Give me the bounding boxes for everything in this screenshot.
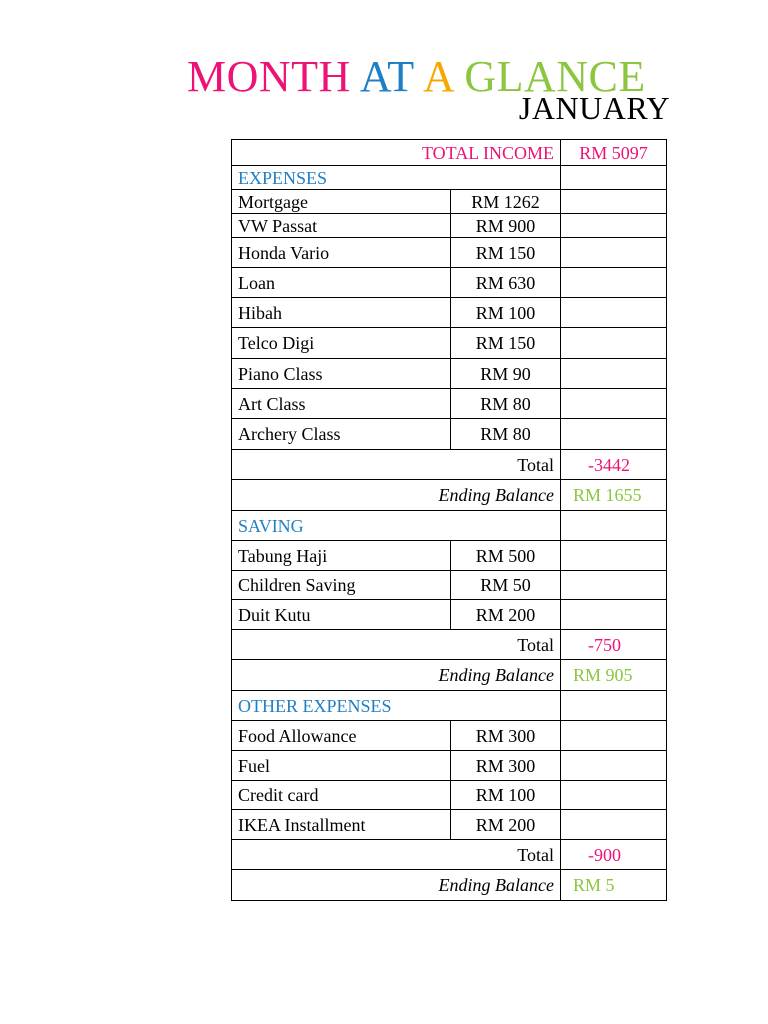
- empty-cell: [561, 571, 667, 600]
- total-value: -3442: [561, 450, 667, 480]
- total-value: -750: [561, 630, 667, 660]
- empty-cell: [561, 268, 667, 298]
- item-name: Art Class: [232, 389, 451, 419]
- table-row: [232, 190, 667, 214]
- empty-cell: [561, 238, 667, 268]
- empty-cell: [561, 691, 667, 721]
- section-title: OTHER EXPENSES: [232, 691, 561, 721]
- empty-cell: [561, 389, 667, 419]
- empty-cell: [561, 810, 667, 840]
- ending-balance-row: [232, 870, 667, 901]
- empty-cell: [561, 721, 667, 751]
- item-amount: RM 100: [451, 781, 561, 810]
- item-name: Tabung Haji: [232, 541, 451, 571]
- total-row: [232, 450, 667, 480]
- section-header-row: [232, 511, 667, 541]
- empty-cell: [561, 781, 667, 810]
- total-value: -900: [561, 840, 667, 870]
- item-name: IKEA Installment: [232, 810, 451, 840]
- empty-cell: [561, 190, 667, 214]
- item-name: Food Allowance: [232, 721, 451, 751]
- total-label: Total: [232, 630, 561, 660]
- item-amount: RM 200: [451, 600, 561, 630]
- table-row: [232, 781, 667, 810]
- item-amount: RM 150: [451, 238, 561, 268]
- table-row: [232, 810, 667, 840]
- ending-balance-value: RM 905: [561, 660, 667, 691]
- section-header-row: [232, 166, 667, 190]
- ending-balance-value: RM 1655: [561, 480, 667, 511]
- empty-cell: [561, 166, 667, 190]
- item-amount: RM 900: [451, 214, 561, 238]
- table-row: [232, 359, 667, 389]
- table-row: [232, 751, 667, 781]
- table-row: [232, 298, 667, 328]
- table-row: [232, 214, 667, 238]
- item-name: Credit card: [232, 781, 451, 810]
- item-name: Children Saving: [232, 571, 451, 600]
- ending-balance-row: [232, 480, 667, 511]
- item-amount: RM 1262: [451, 190, 561, 214]
- section-title: EXPENSES: [232, 166, 561, 190]
- item-amount: RM 300: [451, 721, 561, 751]
- budget-table: [231, 139, 667, 901]
- table-row: [232, 721, 667, 751]
- section-header-row: [232, 691, 667, 721]
- item-amount: RM 150: [451, 328, 561, 359]
- ending-balance-label: Ending Balance: [232, 480, 561, 511]
- table-row: [232, 541, 667, 571]
- title-word-month: MONTH: [187, 52, 351, 101]
- empty-cell: [561, 511, 667, 541]
- total-label: Total: [232, 840, 561, 870]
- table-row: [232, 571, 667, 600]
- item-name: Telco Digi: [232, 328, 451, 359]
- total-label: Total: [232, 450, 561, 480]
- ending-balance-label: Ending Balance: [232, 660, 561, 691]
- empty-cell: [561, 600, 667, 630]
- title-word-a: A: [422, 52, 453, 101]
- item-name: Honda Vario: [232, 238, 451, 268]
- income-row: [232, 140, 667, 166]
- item-amount: RM 80: [451, 389, 561, 419]
- total-row: [232, 840, 667, 870]
- ending-balance-label: Ending Balance: [232, 870, 561, 901]
- income-label: TOTAL INCOME: [232, 140, 561, 166]
- item-name: Archery Class: [232, 419, 451, 450]
- item-name: Piano Class: [232, 359, 451, 389]
- ending-balance-value: RM 5: [561, 870, 667, 901]
- empty-cell: [561, 298, 667, 328]
- item-amount: RM 80: [451, 419, 561, 450]
- table-row: [232, 268, 667, 298]
- empty-cell: [561, 751, 667, 781]
- table-row: [232, 238, 667, 268]
- item-amount: RM 100: [451, 298, 561, 328]
- item-amount: RM 300: [451, 751, 561, 781]
- empty-cell: [561, 214, 667, 238]
- table-row: [232, 328, 667, 359]
- item-name: VW Passat: [232, 214, 451, 238]
- income-value: RM 5097: [561, 140, 667, 166]
- item-name: Fuel: [232, 751, 451, 781]
- table-row: [232, 389, 667, 419]
- table-row: [232, 600, 667, 630]
- item-amount: RM 90: [451, 359, 561, 389]
- item-amount: RM 200: [451, 810, 561, 840]
- item-amount: RM 500: [451, 541, 561, 571]
- empty-cell: [561, 328, 667, 359]
- item-name: Duit Kutu: [232, 600, 451, 630]
- empty-cell: [561, 541, 667, 571]
- item-amount: RM 630: [451, 268, 561, 298]
- item-amount: RM 50: [451, 571, 561, 600]
- item-name: Loan: [232, 268, 451, 298]
- item-name: Hibah: [232, 298, 451, 328]
- total-row: [232, 630, 667, 660]
- item-name: Mortgage: [232, 190, 451, 214]
- empty-cell: [561, 419, 667, 450]
- table-row: [232, 419, 667, 450]
- month-name: JANUARY: [518, 90, 670, 126]
- empty-cell: [561, 359, 667, 389]
- title-word-glance: GLANCE: [464, 52, 646, 101]
- ending-balance-row: [232, 660, 667, 691]
- title-word-at: AT: [359, 52, 414, 101]
- section-title: SAVING: [232, 511, 561, 541]
